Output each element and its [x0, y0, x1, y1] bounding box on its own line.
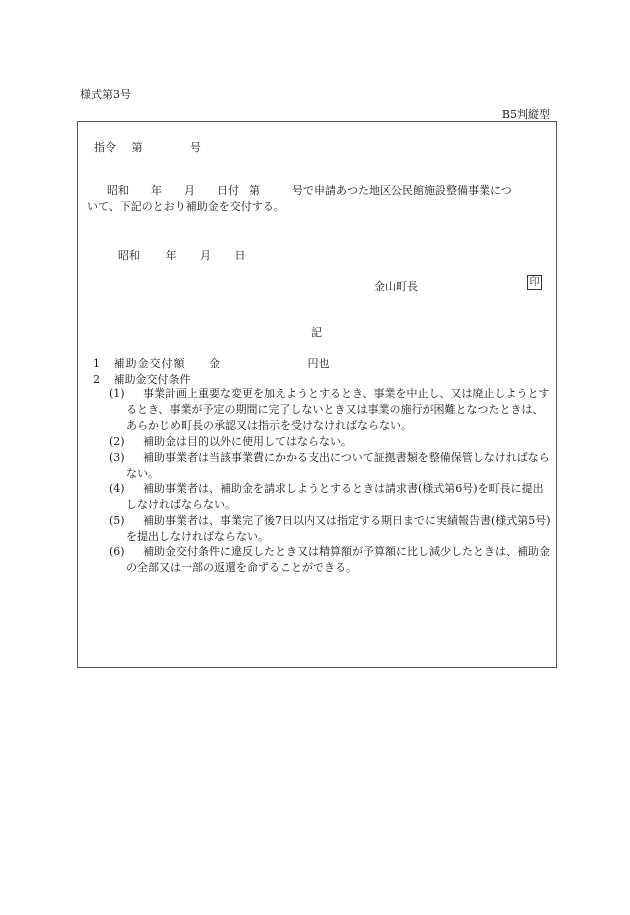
order-number-line — [94, 139, 201, 155]
item-grant-conditions: 2 補助金交付条件 — [93, 373, 191, 386]
body-line-2: いて、下記のとおり補助金を交付する。 — [87, 200, 285, 213]
order-dai: 第 — [131, 141, 143, 154]
seal-mark: 印 — [527, 275, 542, 290]
condition-5: (5) 補助事業者は、事業完了後7日以内又は指定する期日までに実績報告書(様式第5号)を提出しなければならない。 — [109, 514, 551, 543]
order-prefix: 指令 — [94, 141, 116, 154]
body-line-1: 昭和 年 月 日付 第 号で申請あつた地区公民館施設整備事業につ — [107, 184, 512, 197]
item-grant-amount: 1 補助金交付額 金 円也 — [93, 357, 330, 370]
condition-1: (1) 事業計画上重要な変更を加えようとするとき、事業を中止し、又は廃止しようとするとき、事業が予定の期間に完了しないとき又は事業の施行が困難となつたときは、あらかじめ町長の承認又は指示を受けなければならない。 — [109, 387, 550, 432]
form-number: 様式第3号 — [80, 88, 131, 101]
date-line: 昭和 年 月 日 — [118, 249, 246, 262]
condition-6: (6) 補助金交付条件に違反したとき又は精算額が予算額に比し減少したときは、補助金の全部又は一部の返還を命ずることができる。 — [109, 545, 550, 574]
ki-heading: 記 — [311, 326, 322, 339]
document-frame — [77, 121, 557, 668]
issuer-name: 金山町長 — [374, 280, 418, 293]
condition-4: (4) 補助事業者は、補助金を請求しようとするときは請求書(様式第6号)を町長に提出しなければならない。 — [109, 482, 544, 511]
condition-3: (3) 補助事業者は当該事業費にかかる支出について証拠書類を整備保管しなければならない。 — [109, 451, 550, 480]
condition-2: (2) 補助金は目的以外に使用してはならない。 — [109, 435, 352, 448]
body-paragraph — [87, 183, 549, 215]
paper-size-label: B5判縦型 — [501, 108, 550, 121]
order-go: 号 — [190, 141, 201, 154]
